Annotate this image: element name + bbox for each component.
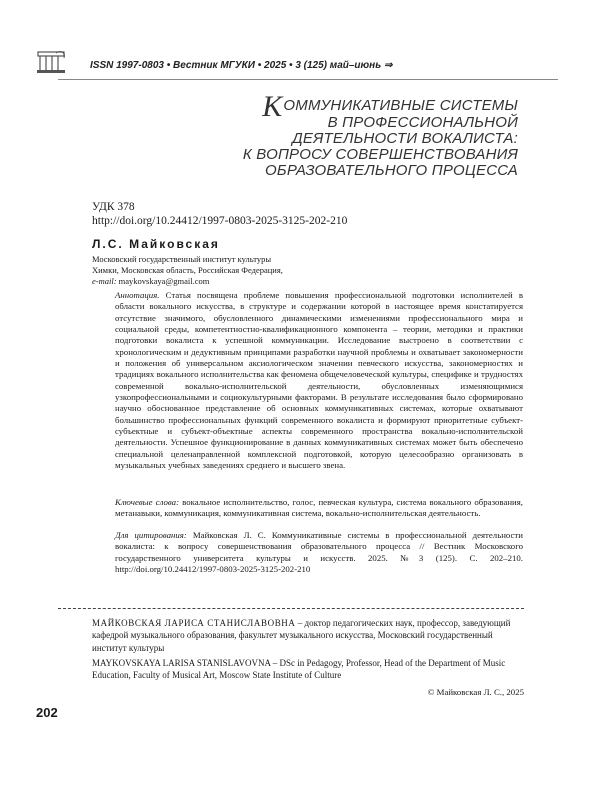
abstract-label: Аннотация. (115, 290, 160, 300)
citation (115, 530, 523, 575)
journal-issue: 3 (125) май–июнь (295, 60, 382, 71)
affiliation-city: Химки, Московская область, Российская Федерация, (92, 265, 283, 275)
keywords-text: вокальное исполнительство, голос, певческая культура, система вокального образования, метанавыки, коммуникация, коммуникативная система, вокально-исполнительская деятельность. (115, 497, 524, 519)
journal-header (90, 60, 392, 71)
copyright-notice: © Майковская Л. С., 2025 (427, 687, 524, 697)
author-bio-ru (92, 617, 524, 654)
bio-en-name: MAYKOVSKAYA LARISA STANISLAVOVNA (92, 658, 271, 668)
header-dot: • (289, 60, 296, 71)
footnote-divider (58, 608, 524, 609)
email-label: e-mail: (92, 276, 117, 286)
journal-name: Вестник МГУКИ (173, 60, 255, 71)
bio-en-text: – DSc in Pedagogy, Professor, Head of the Department of Music Education, Faculty of Musical Art, Moscow State Institute of Culture (92, 658, 506, 681)
title-line: ОММУНИКАТИВНЫЕ СИСТЕМЫ (283, 97, 518, 114)
author-bio-en (92, 657, 524, 682)
citation-label: Для цитирования: (115, 530, 187, 540)
bio-ru-name: МАЙКОВСКАЯ ЛАРИСА СТАНИСЛАВОВНА (92, 618, 296, 628)
journal-year: 2025 (264, 60, 287, 71)
abstract (115, 290, 523, 472)
author-affiliation (92, 254, 283, 287)
issn: ISSN 1997-0803 (90, 60, 164, 71)
title-line: К ВОПРОСУ СОВЕРШЕНСТВОВАНИЯ (242, 146, 518, 163)
title-line: ОБРАЗОВАТЕЛЬНОГО ПРОЦЕССА (265, 162, 518, 179)
title-line: В ПРОФЕССИОНАЛЬНОЙ (327, 114, 518, 131)
header-dot: • (257, 60, 265, 71)
title-line: ДЕЯТЕЛЬНОСТИ ВОКАЛИСТА: (292, 130, 518, 147)
doi-link[interactable]: http://doi.org/10.24412/1997-0803-2025-3125-202-210 (92, 215, 348, 227)
udk-code: УДК 378 (92, 201, 135, 213)
journal-logo-icon (36, 50, 68, 74)
affiliation-org: Московский государственный институт культуры (92, 254, 272, 264)
header-divider (58, 79, 558, 80)
author-email[interactable]: maykovskaya@gmail.com (118, 276, 210, 286)
bio-ru-text: – доктор педагогических наук, профессор, заведующий кафедрой музыкального образования, факультет музыкального искусства, Московский государственный институт культуры (92, 618, 511, 653)
keywords-label: Ключевые слова: (115, 497, 180, 507)
author-name: Л.С. Майковская (92, 237, 220, 251)
title-dropcap: К (262, 90, 283, 123)
citation-text: Майковская Л. С. Коммуникативные системы в профессиональной деятельности вокалиста: к вопросу совершенствования образовательного процесса // Вестник Московского государственного университета культуры и искусств. 2025. №3 (125). С. 202–210. http://doi.org/10.24412/1997-0803-2025-3125-202-210 (115, 530, 523, 575)
article-title (158, 90, 518, 179)
page-number: 202 (36, 705, 58, 720)
header-dot: • (166, 60, 174, 71)
keywords (115, 497, 523, 520)
abstract-text: Статья посвящена проблеме повышения профессиональной подготовки исполнителей в области вокального искусства, в структуре и содержании которой в настоящее время констатируется отсутствие значимого, обусловленного динамическими изменениями профессионального мира и социальной среды, компетентностно-квалификационного компонента – теории, методики и практики подготовки вокалиста к успешной коммуникации. Исследование выстроено в соответствии с хронологическим и дедуктивным принципами разработки научной проблемы и охватывает закономерности и положения об универсальном аксиологическом значении певческого искусства, закономерностях и традициях вокального исполнительства как феномена общечеловеческой культуры, специфике и трудностях современной вокально-исполнительской деятельности, обусловленных изменяющимися узкопрофессиональными и социокультурными факторами. В результате исследования было сформировано научно обоснованное представление об основных коммуникативных системах, которые охватывают большинство профессиональных функций современного вокалиста и формируют приоритетные субъект-субъектные и субъект-объектные аспекты современного пространства вокально-исполнительской деятельности. Успешное функционирование в данных коммуникативных системах может быть обеспечено специальной целенаправленной комплексной подготовкой, которую целесообразно организовать в музыкальных учебных заведениях среднего и высшего звена. (115, 290, 523, 471)
arrow-right-icon: ⇒ (383, 60, 393, 71)
